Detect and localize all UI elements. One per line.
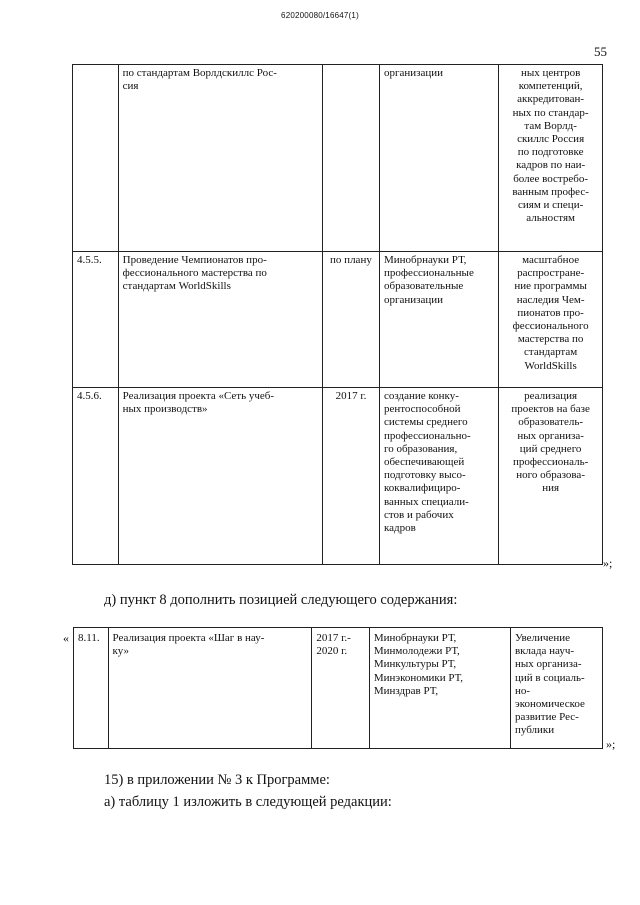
activity-cell: по стандартам Ворлдскиллс Рос- сия <box>118 65 322 252</box>
result-cell: реализация проектов на базе образователь- ных организа- ций среднего профессиональ- ного образова- ния <box>499 388 603 565</box>
term-cell: 2017 г.- 2020 г. <box>312 628 369 749</box>
paragraph-15: 15) в приложении № 3 к Программе: <box>104 772 330 788</box>
closing-quote: »; <box>606 737 616 751</box>
table-row <box>74 628 603 749</box>
result-cell: Увеличение вклада науч- ных организа- ций в социаль- но- экономическое развитие Рес- публики <box>510 628 602 749</box>
term-cell: по плану <box>322 252 379 388</box>
page-number: 55 <box>594 44 607 59</box>
result-cell: масштабное распростране- ние программы наследия Чем- пионатов про- фессионального мастерства по стандартам WorldSkills <box>499 252 603 388</box>
table-row <box>73 65 603 252</box>
row-number: 8.11. <box>74 628 109 749</box>
term-cell: 2017 г. <box>322 388 379 565</box>
table-row <box>73 252 603 388</box>
activity-cell: Реализация проекта «Шаг в нау- ку» <box>108 628 312 749</box>
row-number <box>73 65 119 252</box>
executors-cell: организации <box>379 65 498 252</box>
closing-quote: »; <box>603 556 613 570</box>
table-row <box>73 388 603 565</box>
document-code: 620200080/16647(1) <box>281 11 359 20</box>
result-cell: ных центров компетенций, аккредитован- ных по стандар- там Ворлд- скиллс Россия по подготовке кадров по наи- более востребо- ванным профес- сиям и специ- альностям <box>499 65 603 252</box>
term-cell <box>322 65 379 252</box>
row-number: 4.5.5. <box>73 252 119 388</box>
activity-cell: Реализация проекта «Сеть учеб- ных производств» <box>118 388 322 565</box>
position-table <box>73 627 603 749</box>
paragraph-d: д) пункт 8 дополнить позицией следующего содержания: <box>104 592 458 608</box>
executors-cell: Минобрнауки РТ, Минмолодежи РТ, Минкультуры РТ, Минэкономики РТ, Минздрав РТ, <box>369 628 510 749</box>
activity-cell: Проведение Чемпионатов про- фессионального мастерства по стандартам WorldSkills <box>118 252 322 388</box>
opening-quote: « <box>63 631 69 645</box>
executors-cell: создание конку- рентоспособной системы среднего профессионально- го образования, обеспечивающей подготовку высо- коквалифициро- ванных специали- стов и рабочих кадров <box>379 388 498 565</box>
paragraph-a: а) таблицу 1 изложить в следующей редакции: <box>104 794 392 810</box>
row-number: 4.5.6. <box>73 388 119 565</box>
activities-table <box>72 64 603 565</box>
executors-cell: Минобрнауки РТ, профессиональные образовательные организации <box>379 252 498 388</box>
